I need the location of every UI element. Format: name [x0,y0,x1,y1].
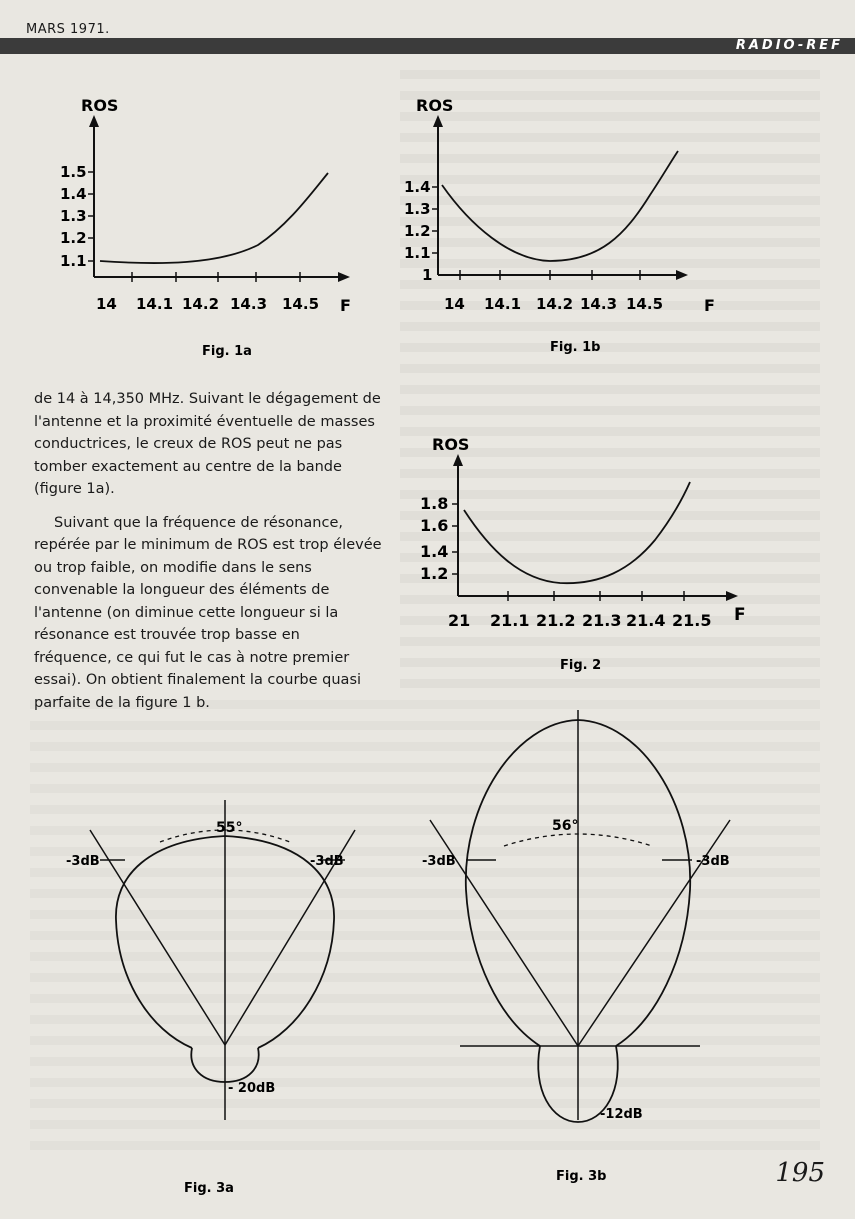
header-bar [0,38,855,54]
fig1b-x-arrow [676,270,688,280]
fig1b-caption: Fig. 1b [550,340,601,355]
figure-2 [410,420,770,680]
figure-3a [40,790,380,1210]
fig2-ros-curve [464,482,690,583]
fig3a-right-db: -3dB [310,854,344,869]
fig1b-xlabel: F [704,296,715,315]
fig1b-ytick: 1.3 [404,200,431,218]
fig3a-beam-left [90,830,225,1045]
fig2-x-arrow [726,591,738,601]
figure-1b [400,85,730,365]
fig1a-xtick: 14.2 [182,295,220,313]
fig2-yticks [420,494,458,583]
page-number: 195 [775,1158,825,1188]
fig1a-ytick: 1.5 [60,163,87,181]
issue-date: MARS 1971. [26,22,110,37]
fig1b-ytick: 1 [422,266,433,284]
fig2-xtick: 21.1 [490,611,530,630]
fig2-ytick: 1.8 [420,494,449,513]
fig2-y-arrow [453,454,463,466]
fig1a-xticks [96,272,351,315]
fig1b-xtick: 14.3 [580,295,618,313]
fig3b-caption: Fig. 3b [556,1169,607,1184]
fig1a-ytick: 1.4 [60,185,87,203]
fig1a-xtick: 14.3 [230,295,268,313]
fig1a-ytick: 1.3 [60,207,87,225]
fig3b-right-db: -3dB [696,854,730,869]
fig1b-ytick: 1.1 [404,244,431,262]
fig3b-back-db: -12dB [600,1107,643,1122]
fig2-xtick: 21 [448,611,471,630]
fig3a-back-db: - 20dB [228,1081,276,1096]
fig1a-ytick: 1.2 [60,229,87,247]
fig1a-xtick: 14 [96,295,117,313]
fig1b-xtick: 14.2 [536,295,574,313]
paragraph: de 14 à 14,350 MHz. Suivant le dégagement de l'antenne et la proximité éventuelle de masses conductrices, le creux de ROS peut ne pas tomber exactement au centre de la bande (figure 1a). [34,391,381,497]
fig3a-left-db: -3dB [66,854,100,869]
fig2-caption: Fig. 2 [560,658,602,673]
fig1b-yticks [404,178,438,284]
fig1a-yticks [60,163,94,270]
fig2-xlabel: F [734,605,746,625]
fig1a-xlabel: F [340,296,351,315]
fig2-ytick: 1.4 [420,542,449,561]
fig1a-x-arrow [338,272,350,282]
fig1b-ytick: 1.2 [404,222,431,240]
fig1b-xticks [444,270,715,315]
fig3b-angle-label: 56° [552,818,579,834]
figure-3b [400,710,760,1200]
fig1a-xtick: 14.1 [136,295,174,313]
figure-1a [48,85,378,365]
article-body [34,388,382,714]
fig2-xtick: 21.5 [672,611,712,630]
fig1b-xtick: 14.5 [626,295,664,313]
fig2-ylabel: ROS [432,435,470,454]
fig1a-xtick: 14.5 [282,295,320,313]
fig1b-ros-curve [442,151,678,261]
fig1a-ros-curve [100,173,328,263]
fig1a-ytick: 1.1 [60,252,87,270]
fig1a-ylabel: ROS [81,96,119,115]
fig1a-y-arrow [89,115,99,127]
fig2-ytick: 1.6 [420,516,449,535]
fig2-xtick: 21.4 [626,611,666,630]
fig3a-caption: Fig. 3a [184,1181,234,1196]
fig2-ytick: 1.2 [420,564,449,583]
fig1b-ylabel: ROS [416,96,454,115]
fig3a-angle-label: 55° [216,820,243,836]
fig1a-caption: Fig. 1a [202,344,252,359]
fig2-xtick: 21.3 [582,611,622,630]
magazine-title: RADIO-REF [735,38,843,53]
fig1b-ytick: 1.4 [404,178,431,196]
fig1b-xtick: 14 [444,295,465,313]
fig1b-xtick: 14.1 [484,295,522,313]
fig1b-y-arrow [433,115,443,127]
fig2-xtick: 21.2 [536,611,576,630]
paragraph: Suivant que la fréquence de résonance, repérée par le minimum de ROS est trop élevée ou trop faible, on modifie dans le sens convenable la longueur des éléments de l'antenne (on diminue cette longueur si la résonance est trouvée trop basse en fréquence, ce qui fut le cas à notre premier essai). On obtient finalement la courbe quasi parfaite de la figure 1 b. [34,514,382,711]
fig3b-left-db: -3dB [422,854,456,869]
